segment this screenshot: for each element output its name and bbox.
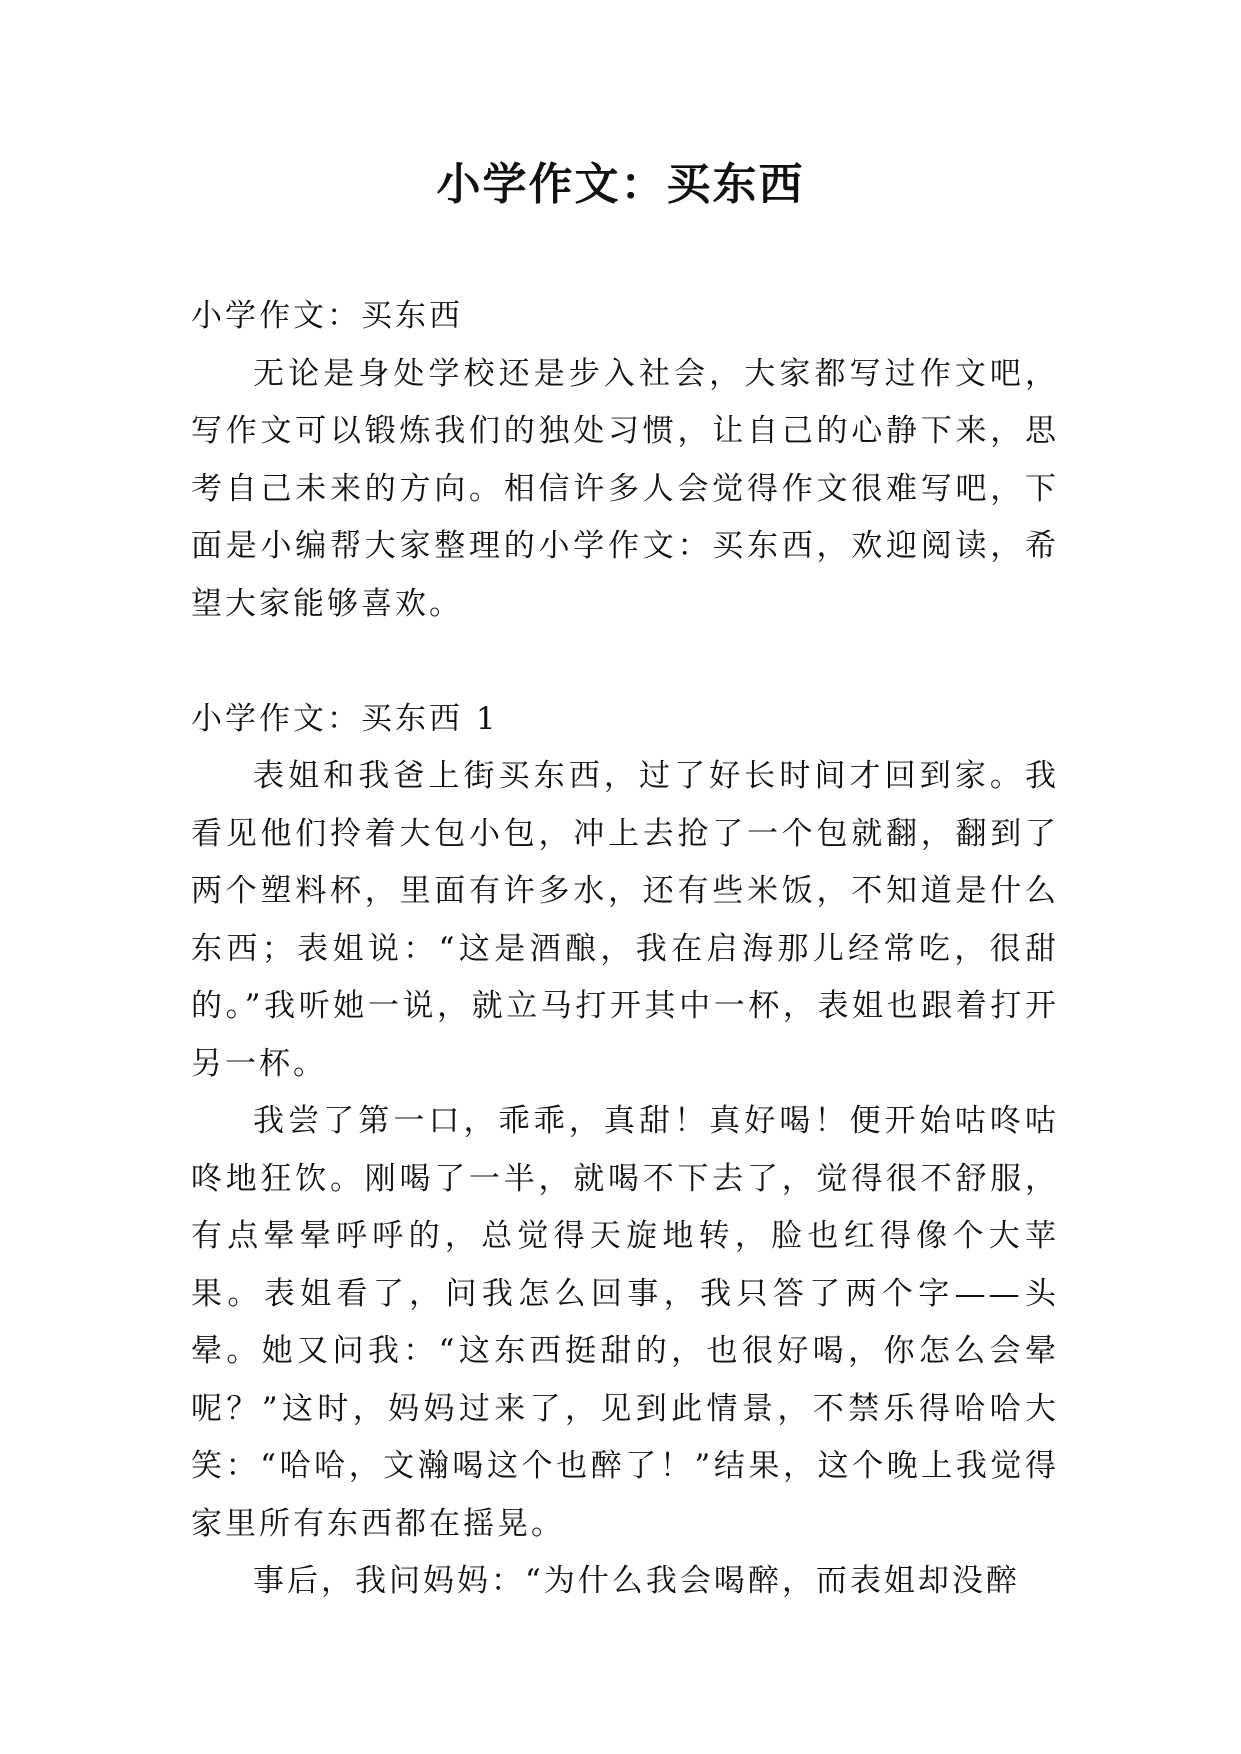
section-gap [191,633,1059,691]
essay-paragraph-1: 表姐和我爸上街买东西，过了好长时间才回到家。我看见他们拎着大包小包，冲上去抢了一个包就翻，翻到了两个塑料杯，里面有许多水，还有些米饭，不知道是什么东西；表姐说：“这是酒酿，我在启海那儿经常吃，很甜的。”我听她一说，就立马打开其中一杯，表姐也跟着打开另一杯。 [191,758,1059,1082]
essay-paragraph-2: 我尝了第一口，乖乖，真甜！真好喝！便开始咕咚咕咚地狂饮。刚喝了一半，就喝不下去了，觉得很不舒服，有点晕晕呼呼的，总觉得天旋地转，脸也红得像个大苹果。表姐看了，问我怎么回事，我只答了两个字——头晕。她又问我：“这东西挺甜的，也很好喝，你怎么会晕呢？”这时，妈妈过来了，见到此情景，不禁乐得哈哈大笑：“哈哈，文瀚喝这个也醉了！”结果，这个晚上我觉得家里所有东西都在摇晃。 [191,1103,1059,1542]
intro-paragraph: 无论是身处学校还是步入社会，大家都写过作文吧，写作文可以锻炼我们的独处习惯，让自己的心静下来，思考自己未来的方向。相信许多人会觉得作文很难写吧，下面是小编帮大家整理的小学作文：买东西，欢迎阅读，希望大家能够喜欢。 [191,355,1059,622]
intro-heading: 小学作文：买东西 [191,298,463,334]
essay-heading: 小学作文：买东西 1 [191,700,499,737]
document-title: 小学作文：买东西 [436,159,805,210]
document-body [191,288,1059,1611]
essay-paragraph-3: 事后，我问妈妈：“为什么我会喝醉，而表姐却没醉 [253,1563,1020,1599]
